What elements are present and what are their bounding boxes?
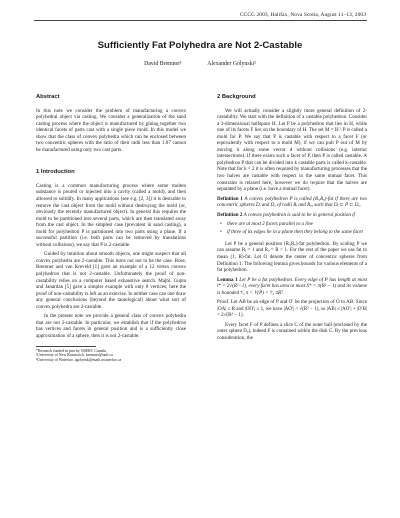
abstract-text: In this note we consider the problem of manufacturing a convex polyhedral object via casting. We consider a generalization of the sand casting process where the object is manufactured by gluing together two identical facets of parts cast with a single piece mold. In this model we show that the class of convex polyhedra which can be enclosed between two concentric spheres with the ratio of their radii less than 1.07 cannot be manufactured using only two cast parts. bbox=[36, 107, 186, 153]
intro-paragraph: Guided by intuition about smooth objects, one might suspect that all convex polyhedra are 2-castable. This turns out not to be the case. Bose, Bremner and van Kreveld [1] gave an example of a 12 vertex convex polyhedron that is not 2-castable. Unfortunately the proof of non-castability relies on a computer based exhaustive search. Majhi, Gupta and Janardan [5] gave a simpler example with only 8 vertices; here the proof of non-castability is left as an exercise. In neither case can one draw any general conclusions (beyond the tautological) about what sort of convex polyhedra are 2-castable. bbox=[36, 251, 186, 310]
header-rule bbox=[34, 20, 367, 21]
footnote-rule bbox=[36, 346, 96, 347]
background-paragraph: Let P be a general position (Rᵢ,Rₒ)-fat polyhedron. By scaling P we can assume Rᵢ = 1 and Rₒ = R > 1. For the rest of the paper we use fat to mean (1, R)-fat. Let O denote the center of concentric spheres from Definition 1. The following lemma gives bounds for various elements of a fat polyhedron. bbox=[217, 240, 367, 274]
footnote: ²University of Waterloo. agolynsk@math.uwaterloo.ca bbox=[36, 358, 122, 363]
proof-paragraph: Every facet F of P defines a slice C of the outer ball (enclosed by the outer sphere Dₒ), indeed F is contained within the disk C. By the previous consideration, the bbox=[217, 321, 367, 341]
definition-label: Definition 2 bbox=[217, 211, 243, 218]
list-item: • if three of its edges lie in a plane then they belong to the same facet bbox=[227, 229, 367, 236]
proof-paragraph: Proof. Let AB be an edge of P and O′ be the projection of O to AB. Since |OA| ≤ R and |OO′| ≥ 1, we have |AO′| < √(R² − 1), so |AB| ≤ |AO′| + |O′B| < 2√(R² − 1). bbox=[217, 299, 367, 319]
definition-2 bbox=[217, 212, 367, 219]
left-column bbox=[36, 94, 186, 512]
intro-paragraph: Casting is a common manufacturing process where some molten substance is poured or injected into a cavity (called a mold), and then allowed to solidify. In many applications (see e.g. [2, 3]) it is desirable to remove the cast object from the mold without destroying the mold (or, obviously the recently manufactured object). In general this requires the mold to be partitioned into several parts, which are then translated away from the cast object. In the simplest case (prevalent in sand casting), a mold for polyhedron P is partitioned into two parts using a plane. If a successful partition (i.e. both parts can be removed by translations without collisions), we say that P is 2-castable. bbox=[36, 182, 186, 248]
definition-list bbox=[217, 221, 367, 236]
abstract-heading: Abstract bbox=[36, 94, 60, 100]
lemma-label: Lemma 1 bbox=[217, 276, 238, 283]
author-name: Alexander Golynski² bbox=[207, 61, 256, 67]
author-name: David Bremner¹ bbox=[144, 61, 182, 67]
lemma-1 bbox=[217, 277, 367, 297]
definition-text: A convex polyhedron P is called (Rᵢ,Rₒ)-fat if there are two concentric spheres Dᵢ and Dₒ of radii Rᵢ and Rₒ, such that Dᵢ ⊂ P ⊂ Dₒ. bbox=[217, 195, 367, 209]
definition-text: A convex polyhedron is said to be in general position if bbox=[243, 211, 355, 218]
list-item: • there are at most 2 facets parallel to a line bbox=[227, 221, 367, 228]
definition-label: Definition 1 bbox=[217, 195, 243, 202]
running-header: CCCG 2003, Halifax, Nova Scotia, August 11–13, 2003 bbox=[239, 12, 366, 18]
author-list bbox=[0, 61, 400, 67]
introduction-heading: 1 Introduction bbox=[36, 169, 75, 176]
right-column bbox=[217, 94, 367, 512]
lemma-text: Let P be a fat polyhedron. Every edge of P has length at most l* = 2√(R²−1), every facet has area at most S* = π(R² − 1) and its volume is bounded ⁴⁄₃ π < V(P) < ⁴⁄₃ πR³. bbox=[217, 276, 367, 296]
background-heading: 2 Background bbox=[217, 94, 256, 100]
intro-paragraph: In the present note we provide a general class of convex polyhedra that are not 2-castable. In particular, we establish that if the polyhedron has vertices and facets in general position and is a sufficiently close approximation of a sphere, then it is not 2-castable. bbox=[36, 313, 186, 339]
definition-1 bbox=[217, 196, 367, 209]
footnote: *Research funded in part by NSERC Canada bbox=[36, 348, 107, 353]
footnotes bbox=[36, 349, 186, 364]
background-paragraph: We will actually consider a slightly more general definition of 2-castability. We start with the definition of a castable polyhedron. Consider a 3-dimensional halfspace H. Let P be a polyhedron that lies in H, while one of its facets F lies on the boundary of H. The set M = H \ P is called a mold for P. We say that P is castable with respect to a facet F (or equivalently with respect to a mold M), if we can pull P out of M by moving it along some vector d without collisions (e.g. interior intersections). If there exists such a facet of P, then P is called castable. A polyhedron P that can be divided into k castable parts is called k-castable. Note that for k = 2 it is often required by manufacturing processes that the two halves are castable with respect to the same mutual facet. This constraint is relaxed here, however we do require that the halves are separated by a plane (i.e. have a mutual facet). bbox=[217, 107, 367, 193]
paper-title: Sufficiently Fat Polyhedra are Not 2-Castable bbox=[97, 40, 303, 51]
footnote: ¹University of New Brunswick. bremner@unb.ca bbox=[36, 353, 113, 358]
